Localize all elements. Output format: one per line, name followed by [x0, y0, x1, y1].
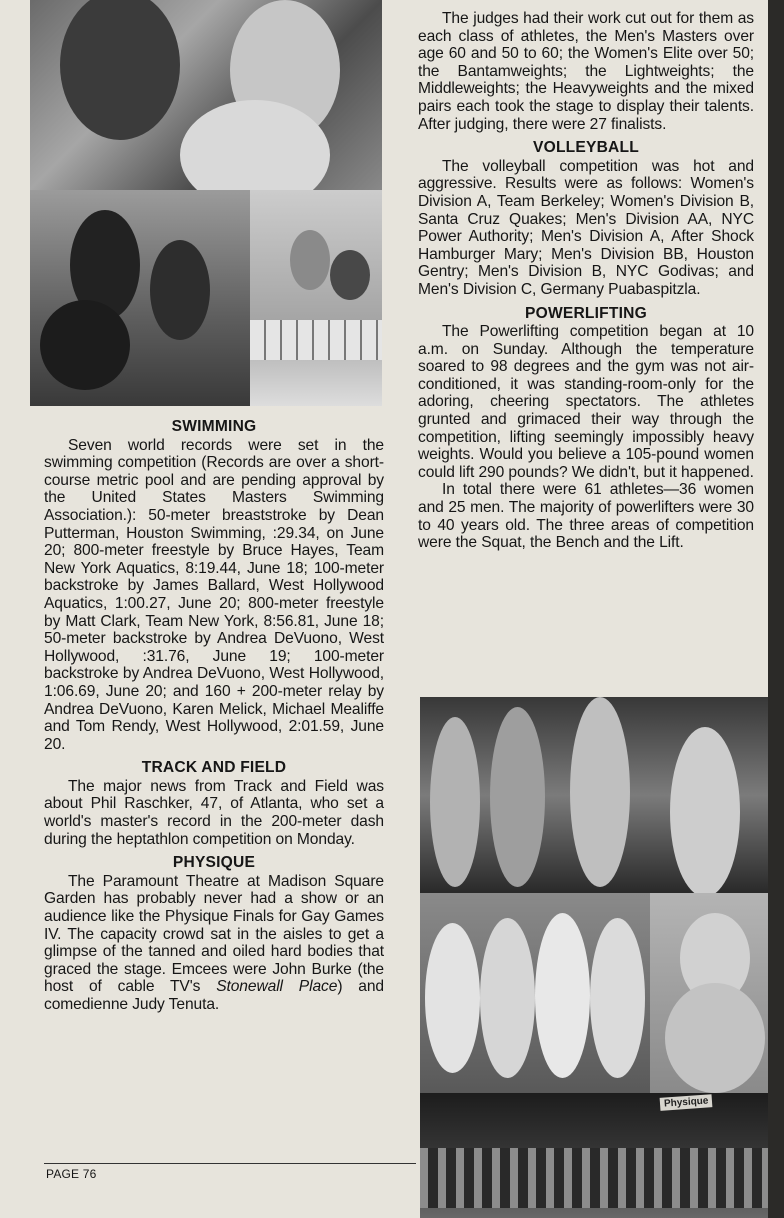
swimmers-photo: [30, 0, 382, 190]
stage-lineup-photo: [420, 1093, 770, 1218]
physique-heading: PHYSIQUE: [172, 854, 256, 872]
physique-paragraph: [44, 873, 384, 1014]
swimming-heading: SWIMMING: [171, 418, 257, 435]
left-column: [44, 412, 384, 1014]
football-photo: [30, 190, 250, 406]
volleyball-team-photo: [420, 893, 650, 1093]
stonewall-place-title: Stonewall Place: [216, 978, 338, 996]
physique-portrait-photo: [650, 893, 770, 1093]
powerlifting-paragraph-2: In total there were 61 athletes—36 women and 25 men. The majority of powerlifters were 30 to 40 years old. The three areas of competition were the Squat, the Bench and the Lift.: [418, 481, 754, 552]
powerlifting-heading: POWERLIFTING: [525, 304, 647, 322]
swimming-paragraph: Seven world records were set in the swimming competition (Records are over a short-course metric pool and are pending approval by the United States Masters Swimming Association.): 50-meter breaststroke by Dean Putterman, Houston Swimming, :29.34, on June 20; 800-meter freestyle by Bruce Hayes, Team New York Aquatics, 8:19.44, June 18; 100-meter backstroke by James Ballard, West Hollywood Aquatics, 1:00.27, June 20; 800-meter freestyle by Matt Clark, Team New York, 8:56.81, June 18; 50-meter backstroke by Andrea DeVuono, West Hollywood, :31.76, June 19; 100-meter backstroke by Andrea DeVuono, West Hollywood, 1:06.69, June 20; and 160 + 200-meter relay by Andrea DeVuono, Karen Melick, Michael Mealiffe and Tom Rendy, West Hollywood, 2:01.59, June 20.: [44, 436, 384, 753]
right-column: [418, 10, 754, 552]
page-number: PAGE 76: [46, 1167, 97, 1181]
footer-divider: [44, 1163, 416, 1164]
track-paragraph: The major news from Track and Field was about Phil Raschker, 47, of Atlanta, who set a world's master's record in the 200-meter dash during the heptathlon competition on Monday.: [44, 777, 384, 848]
physique-text-a: The Paramount Theatre at Madison Square Garden has probably never had a show or an audience like the Physique Finals for Gay Games IV. The capacity crowd sat in the aisles to get a glimpse of the tanned and oiled hard bodies that graced the stage. Emcees were John Burke (the host of cable TV's: [44, 872, 384, 996]
track-heading: TRACK AND FIELD: [141, 759, 287, 777]
volleyball-paragraph: The volleyball competition was hot and aggressive. Results were as follows: Women's Division A, Team Berkeley; Women's Division B, Santa Cruz Quakes; Men's Division AA, NYC Power Authority; Men's Division A, After Shock Hamburger Mary; Men's Division BB, Houston Gentry; Men's Division B, NYC Godivas; and Men's Division C, Germany Puabaspitzla.: [418, 157, 754, 298]
page-gutter: [768, 0, 784, 1218]
volleyball-heading: VOLLEYBALL: [533, 139, 639, 157]
judges-paragraph: The judges had their work cut out for them as each class of athletes, the Men's Masters over age 60 and 50 to 60; the Women's Elite over 50; the Bantamweights; the Lightweights; the Middleweights; the Heavyweights and the mixed pairs each took the stage to display their talents. After judging, there were 27 finalists.: [418, 10, 754, 133]
pool-deck-photo: [250, 190, 382, 406]
powerlifting-paragraph-1: The Powerlifting competition began at 10 a.m. on Sunday. Although the temperature soared to 98 degrees and the gym was not air-conditioned, it was standing-room-only for the adoring, cheering spectators. The athletes grunted and grimaced their way through the competition, lifting seemingly impossibly heavy weights. Would you believe a 105-pound women could lift 290 pounds? We didn't, but it happened.: [418, 323, 754, 481]
physique-text-b: ) and comedienne Judy Tenuta.: [44, 978, 385, 1013]
bodybuilders-photo: [420, 697, 770, 893]
physique-photo-label: Physique: [660, 1094, 713, 1111]
